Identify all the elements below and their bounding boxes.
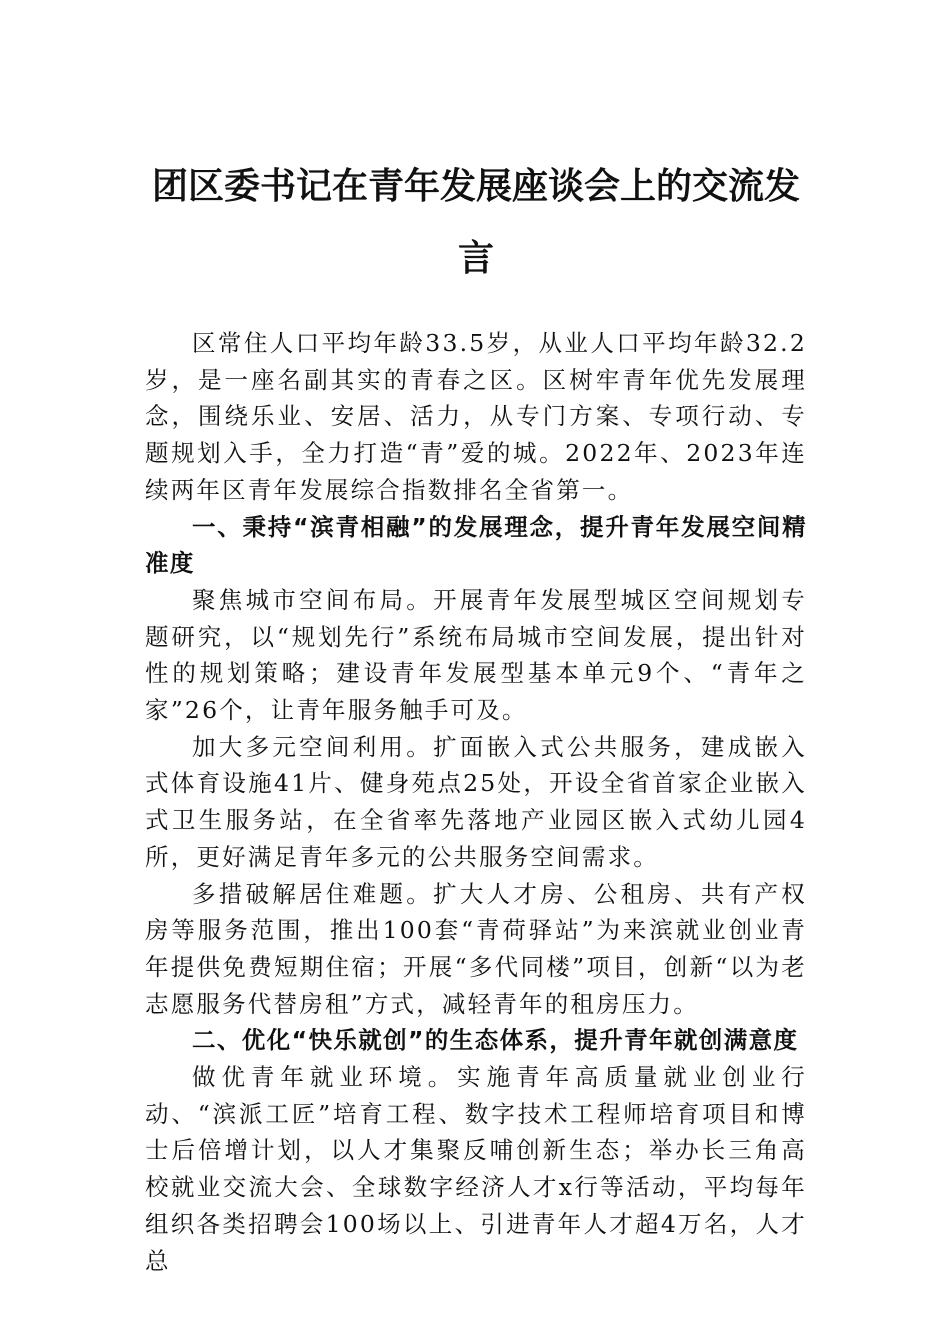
document-title-line-1: 团区委书记在青年发展座谈会上的交流发 (151, 165, 800, 207)
body-paragraph-space-use: 加大多元空间利用。扩面嵌入式公共服务，建成嵌入式体育设施41片、健身苑点25处，开设全省首家企业嵌入式卫生服务站，在全省率先落地产业园区嵌入式幼儿园4所，更好满足青年多元的公共服务空间需求。 (145, 732, 807, 871)
body-paragraph-employment: 做优青年就业环境。实施青年高质量就业创业行动、“滨派工匠”培育工程、数字技术工程师培育项目和博士后倍增计划，以人才集聚反哺创新生态；举办长三角高校就业交流大会、全球数字经济人才x行等活动，平均每年组织各类招聘会100场以上、引进青年人才超4万名，人才总 (145, 1063, 807, 1275)
body-paragraph-urban-layout: 聚焦城市空间布局。开展青年发展型城区空间规划专题研究，以“规划先行”系统布局城市空间发展，提出针对性的规划策略；建设青年发展型基本单元9个、“青年之家”26个，让青年服务触手可及。 (145, 585, 807, 725)
document-title-line-2: 言 (457, 237, 494, 279)
section-heading-2: 二、优化“快乐就创”的生态体系，提升青年就创满意度 (192, 1026, 799, 1055)
body-paragraph-intro: 区常住人口平均年龄33.5岁，从业人口平均年龄32.2岁，是一座名副其实的青春之区。区树牢青年优先发展理念，围绕乐业、安居、活力，从专门方案、专项行动、专题规划入手，全力打造“青”爱的城。2022年、2023年连续两年区青年发展综合指数排名全省第一。 (145, 329, 807, 504)
document-body (145, 325, 807, 1279)
section-heading-1: 一、秉持“滨青相融”的发展理念，提升青年发展空间精准度 (145, 512, 807, 578)
body-paragraph-housing: 多措破解居住难题。扩大人才房、公租房、共有产权房等服务范围，推出100套“青荷驿站”为来滨就业创业青年提供免费短期住宿；开展“多代同楼”项目，创新“以为老志愿服务代替房租”方式，减轻青年的租房压力。 (145, 879, 807, 1018)
